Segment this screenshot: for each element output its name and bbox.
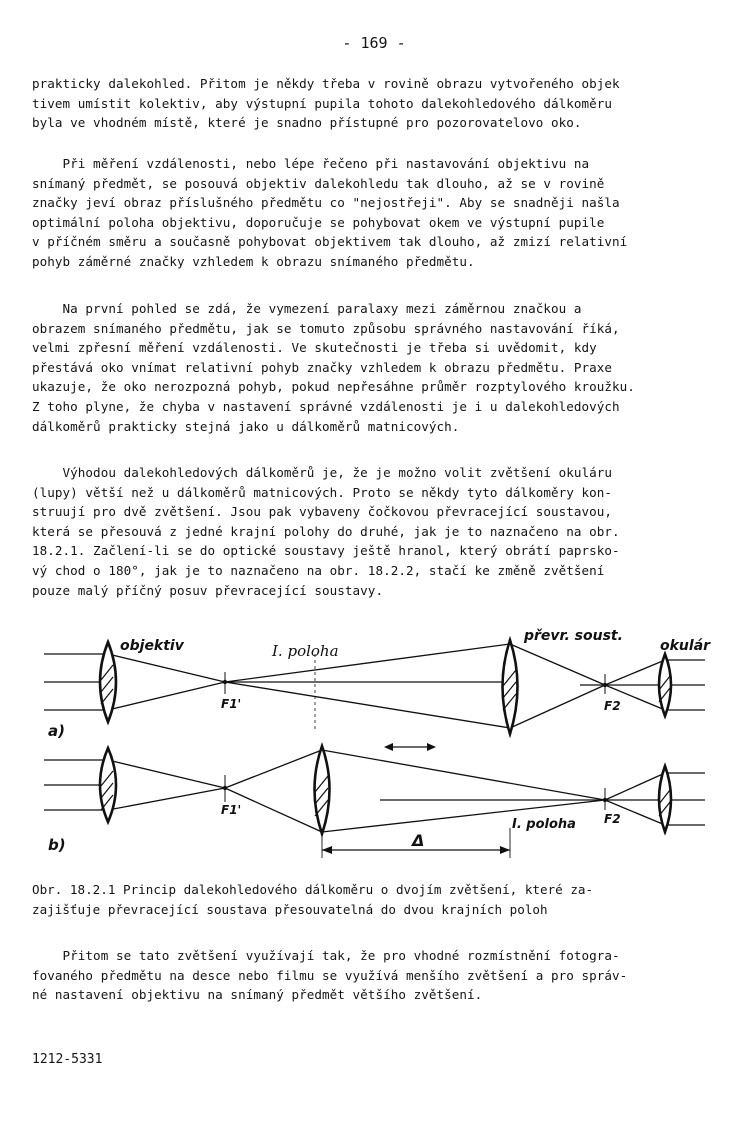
paragraph-1: prakticky dalekohled. Přitom je někdy třeba v rovině obrazu vytvořeného objek tivem umístit kolektiv, aby výstupní pupila tohoto dalekohledového dálkoměru byla ve vhodném místě, které je snadno přístupné pro pozorovatelovo oko.	[32, 76, 620, 131]
document-code: 1212-5331	[32, 1052, 103, 1067]
label-focus-one-bottom: F1'	[221, 803, 242, 817]
label-focus-two-bottom: F2	[604, 812, 621, 826]
label-part-a: a)	[48, 722, 65, 740]
paragraph-5: Přitom se tato zvětšení využívají tak, že pro vhodné rozmístnění fotogra- fovaného předmětu na desce nebo filmu se využívá menšího zvětšení a pro správ- né nastavení objektivu na snímaný předmět většího zvětšení.	[32, 948, 628, 1003]
paragraph-2: Při měření vzdálenosti, nebo lépe řečeno při nastavování objektivu na snímaný předmět, se posouvá objektiv dalekohledu tak dlouho, až se v rovině značky jeví obraz příslušného předmětu co "nejostřeji". Aby se snadněji našla optimální poloha objektivu, doporučuje se pohybovat okem ve výstupní pupile v příčném směru a současně pohybovat objektivem tak dlouho, až zmizí relativní pohyb záměrné značky vzhledem k obrazu snímaného předmětu.	[32, 156, 628, 269]
label-eyepiece: okulár	[660, 638, 711, 654]
label-objective: objektiv	[120, 638, 184, 654]
label-reversing-system: převr. soust.	[524, 628, 623, 644]
paragraph-4: Výhodou dalekohledových dálkoměrů je, že je možno volit zvětšení okuláru (lupy) větší než u dálkoměrů matnicových. Proto se někdy tyto dálkoměry kon- struují pro dvě zvětšení. Jsou pak vybaveny čočkovou převracející soustavou, která se přesouvá z jedné krajní polohy do druhé, jak je to naznačeno na obr. 18.2.1. Začlení-li se do optické soustavy ještě hranol, který obrátí paprsko- vý chod o 180°, jak je to naznačeno na obr. 18.2.2, stačí ke změně zvětšení pouze malý příčný posuv převracející soustavy.	[32, 465, 620, 598]
label-position-one-bottom: I. poloha	[512, 817, 576, 832]
label-focus-one-top: F1'	[221, 697, 242, 711]
figure-caption: Obr. 18.2.1 Princip dalekohledového dálkoměru o dvojím zvětšení, které za- zajišťuje převracející soustava přesouvatelná do dvou krajních poloh	[32, 882, 594, 917]
label-position-one-top: I. poloha	[272, 642, 339, 660]
label-delta: Δ	[412, 831, 425, 850]
page-number: - 169 -	[342, 34, 406, 52]
label-part-b: b)	[48, 836, 66, 854]
optical-diagram	[0, 610, 748, 870]
label-focus-two-top: F2	[604, 699, 621, 713]
paragraph-3: Na první pohled se zdá, že vymezení paralaxy mezi záměrnou značkou a obrazem snímaného předmětu, jak se tomuto způsobu správného nastavování říká, velmi zpřesní měření vzdálenosti. Ve skutečnosti je třeba si uvědomit, kdy přestává oko vnímat relativní pohyb značky vzhledem k obrazu předmětu. Praxe ukazuje, že oko nerozpozná pohyb, pokud nepřesáhne průměr rozptylového kroužku. Z toho plyne, že chyba v nastavení správné vzdálenosti je i u dalekohledových dálkoměrů prakticky stejná jako u dálkoměrů matnicových.	[32, 301, 635, 434]
